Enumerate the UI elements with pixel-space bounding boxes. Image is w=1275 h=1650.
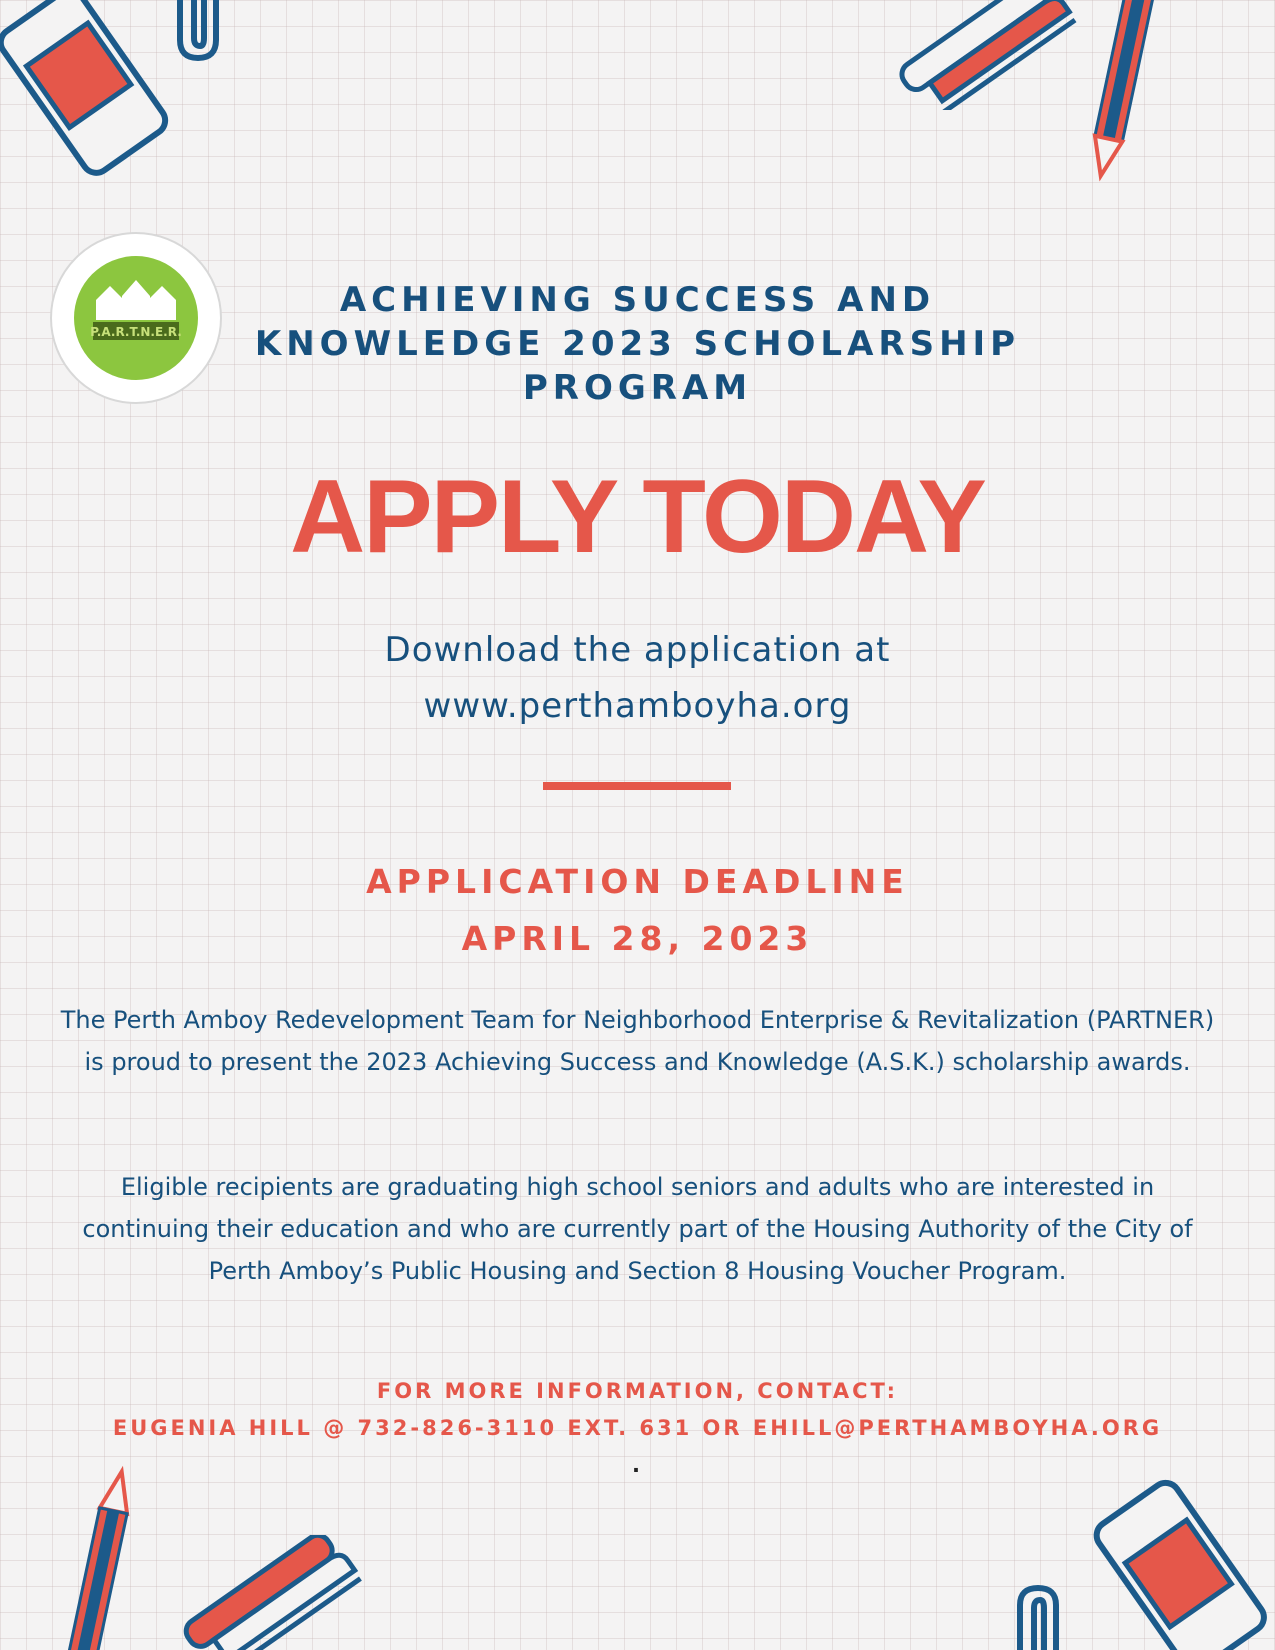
eligibility-paragraph: Eligible recipients are graduating high school seniors and adults who are interested in continuing their education and who are currently part of the Housing Authority of the City of Perth Amboy’s Public Housing and Section 8 Housing Voucher Program. <box>82 1173 1193 1285</box>
logo-badge-text: P.A.R.T.N.E.R. <box>90 325 182 339</box>
intro-paragraph: The Perth Amboy Redevelopment Team for Neighborhood Enterprise & Revitalization (PARTNER) is proud to present the 2023 Achieving Success and Knowledge (A.S.K.) scholarship awards. <box>60 1006 1215 1076</box>
apply-today-headline: APPLY TODAY <box>290 459 985 575</box>
download-text: Download the application at <box>384 630 891 670</box>
contact-heading: FOR MORE INFORMATION, CONTACT: <box>376 1379 899 1403</box>
eraser-icon <box>1075 1460 1275 1650</box>
download-info <box>0 622 1275 734</box>
pencil-icon <box>1075 0 1165 185</box>
stapler-icon <box>880 0 1080 110</box>
deadline-label: APPLICATION DEADLINE <box>366 862 909 901</box>
paperclip-icon <box>170 0 250 70</box>
download-url-link[interactable]: www.perthamboyha.org <box>423 686 852 726</box>
contact-trailing-period: . <box>632 1453 643 1477</box>
application-deadline <box>0 853 1275 967</box>
program-title <box>0 278 1275 410</box>
section-divider <box>543 782 731 790</box>
title-line-3: PROGRAM <box>522 368 753 408</box>
title-line-1: ACHIEVING SUCCESS AND <box>339 280 936 320</box>
deadline-date: APRIL 28, 2023 <box>461 919 814 958</box>
title-line-2: KNOWLEDGE 2023 SCHOLARSHIP <box>254 324 1021 364</box>
stapler-icon <box>170 1535 370 1650</box>
pencil-icon <box>60 1465 150 1650</box>
contact-details[interactable]: EUGENIA HILL @ 732-826-3110 EXT. 631 OR EHILL@PERTHAMBOYHA.ORG <box>112 1416 1163 1440</box>
